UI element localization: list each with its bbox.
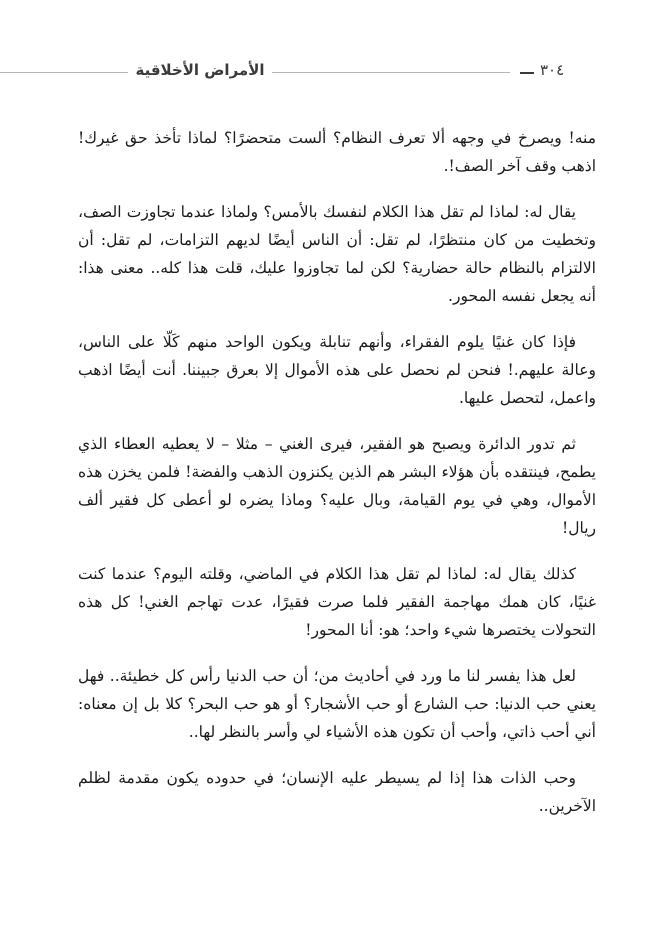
page-number-dash (520, 72, 534, 74)
body-text (78, 124, 596, 838)
paragraph: ثم تدور الدائرة ويصبح هو الفقير، فيرى الغني – مثلا – لا يعطيه العطاء الذي يطمح، فينتقده بأن هؤلاء البشر هم الذين يكنزون الذهب والفضة! فلمن يخزن هذه الأموال، وهي في يوم القيامة، وبال عليه؟ وماذا يضره لو أعطى كل فقير ألف ريال! (78, 435, 596, 537)
paragraph: فإذا كان غنيًا يلوم الفقراء، وأنهم تنابلة ويكون الواحد منهم كَلّا على الناس، وعالة عليهم.! فنحن لم نحصل على هذه الأموال إلا بعرق جبيننا. أنت أيضًا اذهب واعمل، لتحصل عليها. (78, 333, 596, 407)
paragraph: يقال له: لماذا لم تقل هذا الكلام لنفسك بالأمس؟ ولماذا عندما تجاوزت الصف، وتخطيت من كان منتظرًا، لم تقل: أن الناس أيضًا لديهم التزامات، لم تقل: أن الالتزام بالنظام حالة حضارية؟ لكن لما تجاوزوا عليك، قلت هذا كله.. معنى هذا: أنه يجعل نفسه المحور. (78, 203, 596, 305)
paragraph: منه! ويصرخ في وجهه ألا تعرف النظام؟ ألست متحضرًا؟ لماذا تأخذ حق غيرك! اذهب وقف آخر الصف!. (78, 129, 596, 175)
paragraph: كذلك يقال له: لماذا لم تقل هذا الكلام في الماضي، وقلته اليوم؟ عندما كنت غنيًا، كان همك مهاجمة الفقير فلما صرت فقيرًا، عدت تهاجم الغني! كل هذه التحولات يختصرها شيء واحد؛ هو: أنا المحور! (78, 565, 596, 639)
paragraph: لعل هذا يفسر لنا ما ورد في أحاديث من؛ أن حب الدنيا رأس كل خطيئة.. فهل يعني حب الدنيا: حب الشارع أو حب الأشجار؟ أو هو حب البحر؟ كلا بل إن معناه: أني أحب ذاتي، وأحب أن تكون هذه الأشياء لي وأسر بالنظر لها.. (78, 667, 596, 741)
header-rule-left (0, 72, 128, 73)
page-number: ٣٠٤ (540, 61, 565, 79)
running-title: الأمراض الأخلاقية (135, 61, 265, 79)
paragraph: وحب الذات هذا إذا لم يسيطر عليه الإنسان؛ في حدوده يكون مقدمة لظلم الآخرين.. (78, 769, 596, 815)
page-header (0, 56, 669, 84)
header-rule-right (272, 72, 510, 73)
